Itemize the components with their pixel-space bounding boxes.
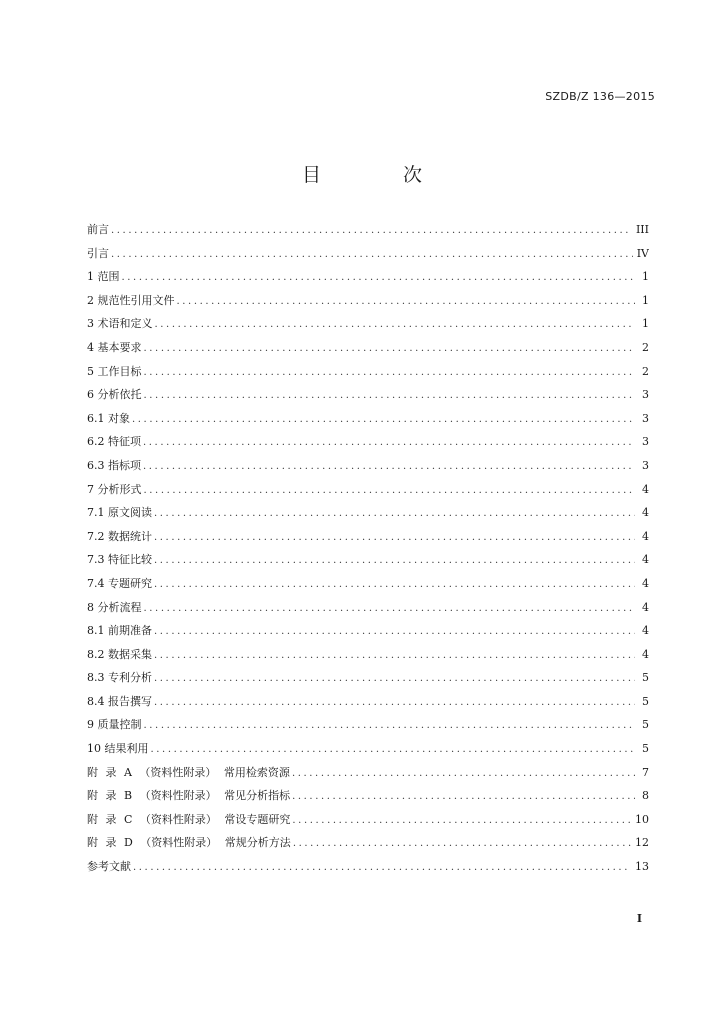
toc-entry[interactable] (87, 548, 649, 572)
toc-leader-dots (122, 266, 636, 289)
toc-entry[interactable] (87, 666, 649, 690)
toc-entry[interactable] (87, 690, 649, 714)
document-code: SZDB/Z 136—2015 (545, 90, 655, 103)
toc-entry-page: 4 (642, 553, 649, 567)
toc-entry[interactable] (87, 360, 649, 384)
toc-entry-label: 7.3 特征比较 (87, 553, 152, 567)
toc-leader-dots (144, 384, 636, 407)
toc-leader-dots (154, 667, 635, 690)
toc-entry-label: 7.1 原文阅读 (87, 506, 152, 520)
toc-entry[interactable] (87, 430, 649, 454)
toc-leader-dots (144, 714, 636, 737)
toc-entry[interactable] (87, 737, 649, 761)
toc-leader-dots (143, 431, 635, 454)
toc-entry-page: 2 (642, 340, 649, 354)
toc-leader-dots (292, 762, 635, 785)
toc-appendix-entry[interactable] (87, 808, 649, 832)
toc-entry-page: 2 (642, 364, 649, 378)
toc-entry[interactable] (87, 289, 649, 313)
toc-appendix-entry[interactable] (87, 831, 649, 855)
toc-entry[interactable] (87, 596, 649, 620)
toc-entry[interactable] (87, 407, 649, 431)
toc-entry[interactable] (87, 525, 649, 549)
toc-leader-dots (111, 243, 633, 266)
toc-entry-label: 9 质量控制 (87, 718, 142, 732)
toc-leader-dots (144, 361, 636, 384)
toc-leader-dots (111, 219, 632, 242)
toc-entry-label: 引言 (87, 246, 109, 260)
toc-entry[interactable] (87, 501, 649, 525)
toc-entry-page: 4 (642, 647, 649, 661)
toc-entry-page: 10 (635, 812, 649, 826)
toc-entry[interactable] (87, 454, 649, 478)
table-of-contents (87, 218, 649, 879)
toc-entry-page: 1 (642, 317, 649, 331)
toc-entry-label: 10 结果利用 (87, 742, 149, 756)
toc-entry-label: 7.2 数据统计 (87, 529, 152, 543)
toc-leader-dots (154, 526, 635, 549)
toc-leader-dots (177, 290, 636, 313)
toc-entry[interactable] (87, 218, 649, 242)
toc-leader-dots (144, 597, 636, 620)
toc-entry-page: 4 (642, 529, 649, 543)
page-number: I (636, 912, 642, 925)
toc-entry-page: 12 (635, 836, 649, 850)
toc-leader-dots (143, 455, 635, 478)
toc-entry[interactable] (87, 265, 649, 289)
toc-entry-label: 前言 (87, 223, 109, 236)
toc-entry-page: 4 (642, 576, 649, 590)
toc-entry[interactable] (87, 572, 649, 596)
toc-entry-page: 4 (642, 600, 649, 614)
toc-entry[interactable] (87, 643, 649, 667)
toc-entry-page: 13 (635, 860, 649, 874)
toc-entry-label: 3 术语和定义 (87, 317, 153, 331)
toc-entry[interactable] (87, 713, 649, 737)
toc-entry-page: 3 (642, 435, 649, 449)
toc-entry-page: 1 (642, 270, 649, 284)
toc-entry-label: 6 分析依托 (87, 388, 142, 402)
toc-leader-dots (132, 408, 635, 431)
toc-leader-dots (133, 856, 631, 879)
toc-entry-label: 8 分析流程 (87, 600, 142, 614)
toc-entry-page: IV (636, 246, 649, 260)
toc-entry-label: 附 录 B （资料性附录） 常见分析指标 (87, 789, 291, 803)
toc-entry-page: 5 (642, 742, 649, 756)
toc-entry-page: 5 (642, 718, 649, 732)
toc-entry-page: 3 (642, 388, 649, 402)
toc-entry-label: 6.2 特征项 (87, 435, 141, 449)
toc-entry-page: 3 (642, 458, 649, 472)
toc-entry[interactable] (87, 619, 649, 643)
toc-entry-page: 8 (642, 789, 649, 803)
toc-entry-label: 7.4 专题研究 (87, 576, 152, 590)
toc-leader-dots (155, 313, 636, 336)
toc-entry-label: 附 录 D （资料性附录） 常规分析方法 (87, 836, 291, 850)
toc-entry-page: 3 (642, 411, 649, 425)
toc-entry[interactable] (87, 242, 649, 266)
toc-entry-page: 1 (642, 293, 649, 307)
toc-entry-label: 6.1 对象 (87, 411, 130, 425)
toc-leader-dots (144, 337, 636, 360)
toc-entry-label: 8.2 数据采集 (87, 647, 152, 661)
toc-leader-dots (154, 620, 635, 643)
toc-leader-dots (154, 549, 635, 572)
toc-entry[interactable] (87, 336, 649, 360)
toc-entry-page: 5 (642, 671, 649, 685)
toc-entry-label: 6.3 指标项 (87, 458, 141, 472)
toc-entry-label: 5 工作目标 (87, 364, 142, 378)
toc-entry-label: 2 规范性引用文件 (87, 293, 175, 307)
toc-leader-dots (151, 738, 636, 761)
toc-leader-dots (154, 691, 635, 714)
toc-entry[interactable] (87, 383, 649, 407)
toc-entry-label: 4 基本要求 (87, 340, 142, 354)
toc-entry-page: 4 (642, 624, 649, 638)
toc-entry-label: 8.1 前期准备 (87, 624, 152, 638)
toc-entry-label: 8.3 专利分析 (87, 671, 152, 685)
toc-entry[interactable] (87, 855, 649, 879)
toc-entry-label: 8.4 报告撰写 (87, 694, 152, 708)
toc-leader-dots (292, 785, 635, 808)
toc-leader-dots (144, 479, 636, 502)
toc-leader-dots (154, 573, 635, 596)
toc-entry-label: 附 录 C （资料性附录） 常设专题研究 (87, 812, 291, 826)
page-title: 目 次 (301, 164, 461, 186)
toc-leader-dots (292, 809, 631, 832)
toc-entry-label: 参考文献 (87, 860, 131, 874)
toc-entry-page: 4 (642, 482, 649, 496)
toc-entry[interactable] (87, 478, 649, 502)
toc-entry-label: 1 范围 (87, 270, 120, 284)
toc-entry-page: 4 (642, 506, 649, 520)
toc-leader-dots (154, 644, 635, 667)
toc-appendix-entry[interactable] (87, 784, 649, 808)
toc-entry-page: 5 (642, 694, 649, 708)
toc-entry[interactable] (87, 312, 649, 336)
toc-entry-page: 7 (642, 765, 649, 779)
toc-leader-dots (154, 502, 635, 525)
toc-entry-label: 7 分析形式 (87, 482, 142, 496)
toc-entry-label: 附 录 A （资料性附录） 常用检索资源 (87, 765, 290, 779)
toc-entry-page: III (635, 223, 649, 236)
toc-leader-dots (293, 832, 631, 855)
toc-appendix-entry[interactable] (87, 761, 649, 785)
